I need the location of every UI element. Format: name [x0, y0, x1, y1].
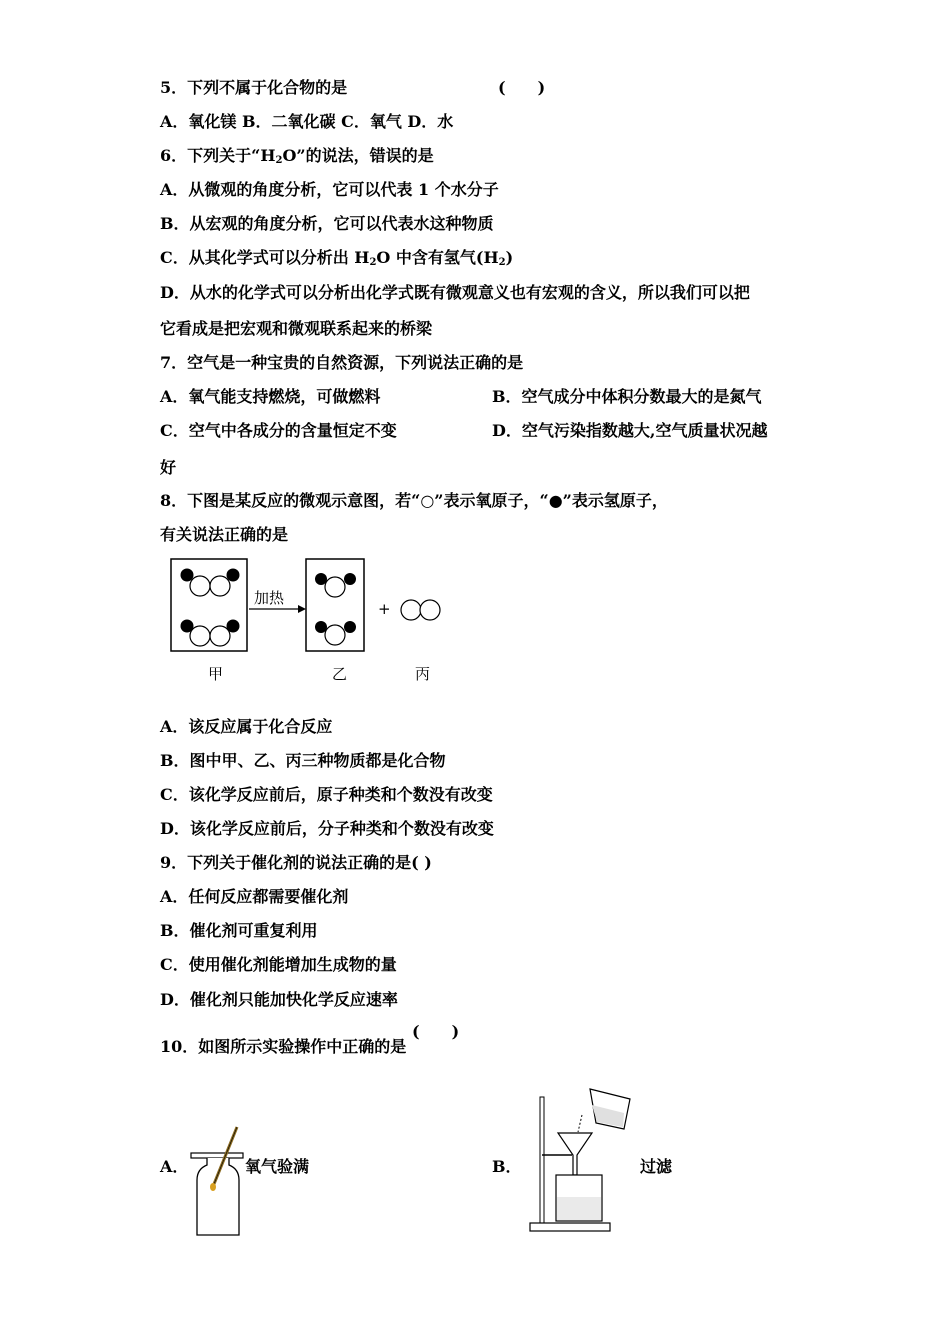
q6-option-d-line1: D．从水的化学式可以分析出化学式既有微观意义也有宏观的含义，所以我们可以把: [160, 283, 750, 302]
q7-option-b: B．空气成分中体积分数最大的是氮气: [492, 387, 762, 406]
q7-option-d-line2: 好: [160, 458, 177, 477]
stand-base: [530, 1223, 610, 1231]
gas-bottle-illustration: [185, 1125, 255, 1240]
arrow-label-heating: 加热: [254, 589, 285, 607]
q9-option-d: D．催化剂只能加快化学反应速率: [160, 990, 398, 1009]
funnel: [558, 1133, 592, 1175]
glowing-tip: [210, 1183, 216, 1191]
q7-option-a: A．氧气能支持燃烧，可做燃料: [160, 387, 381, 406]
q6-option-d-line2: 它看成是把宏观和微观联系起来的桥梁: [160, 319, 433, 338]
q6-option-a: A．从微观的角度分析，它可以代表 1 个水分子: [160, 180, 499, 199]
filtration-figure: [520, 1085, 645, 1235]
q9-option-a: A．任何反应都需要催化剂: [160, 887, 349, 906]
q8-stem-line1: 8．下图是某反应的微观示意图，若“○”表示氧原子，“●”表示氢原子，: [160, 491, 668, 510]
q6-option-b: B．从宏观的角度分析，它可以代表水这种物质: [160, 214, 494, 233]
label-yi: 乙: [332, 665, 348, 683]
q9-stem: 9．下列关于催化剂的说法正确的是( ): [160, 853, 432, 872]
glass-plate: [191, 1153, 243, 1158]
q7-option-c: C．空气中各成分的含量恒定不变: [160, 421, 397, 440]
q5-stem: [160, 78, 347, 98]
q10-option-b-label: 过滤: [640, 1157, 673, 1176]
q8-option-b: B．图中甲、乙、丙三种物质都是化合物: [160, 751, 446, 770]
q8-stem-line2: 有关说法正确的是: [160, 525, 289, 544]
q10-paren: ( ): [412, 1022, 460, 1041]
q7-stem: 7．空气是一种宝贵的自然资源，下列说法正确的是: [160, 353, 524, 372]
filtration-illustration: [520, 1085, 645, 1235]
o2-molecule: [401, 600, 440, 620]
reaction-diagram: [165, 553, 465, 693]
q10-stem: 10．如图所示实验操作中正确的是: [160, 1037, 407, 1056]
glass-rod: [578, 1115, 582, 1132]
gas-bottle: [197, 1158, 239, 1235]
q5-paren: ( ): [498, 78, 546, 97]
q6-stem: 6．下列关于“$H_2O$”的说法，错误的是: [160, 146, 434, 166]
q10-option-a-letter: A．: [160, 1157, 189, 1176]
q10-option-b-letter: B．: [492, 1157, 522, 1176]
q9-option-c: C．使用催化剂能增加生成物的量: [160, 955, 397, 974]
q5-options: A．氧化镁 B．二氧化碳 C．氧气 D．水: [160, 112, 454, 131]
q8-option-d: D．该化学反应前后，分子种类和个数没有改变: [160, 819, 494, 838]
filtrate: [557, 1197, 601, 1220]
arrow-head: [298, 605, 306, 613]
label-bing: 丙: [415, 665, 431, 683]
q7-option-d-line1: D．空气污染指数越大,空气质量状况越: [492, 421, 768, 440]
q9-option-b: B．催化剂可重复利用: [160, 921, 318, 940]
q8-option-a: A．该反应属于化合反应: [160, 717, 333, 736]
plus-sign: +: [378, 600, 391, 618]
stand-rod: [540, 1097, 544, 1223]
q8-option-c: C．该化学反应前后，原子种类和个数没有改变: [160, 785, 493, 804]
q5-stem-text: 5．下列不属于化合物的是: [160, 78, 348, 97]
label-jia: 甲: [208, 665, 224, 683]
q6-option-c: C．从其化学式可以分析出 $H_2O$ 中含有氢气$(H_2)$: [160, 248, 514, 268]
oxygen-test-figure: [185, 1125, 255, 1240]
q10-option-a-label: 氧气验满: [245, 1157, 310, 1176]
